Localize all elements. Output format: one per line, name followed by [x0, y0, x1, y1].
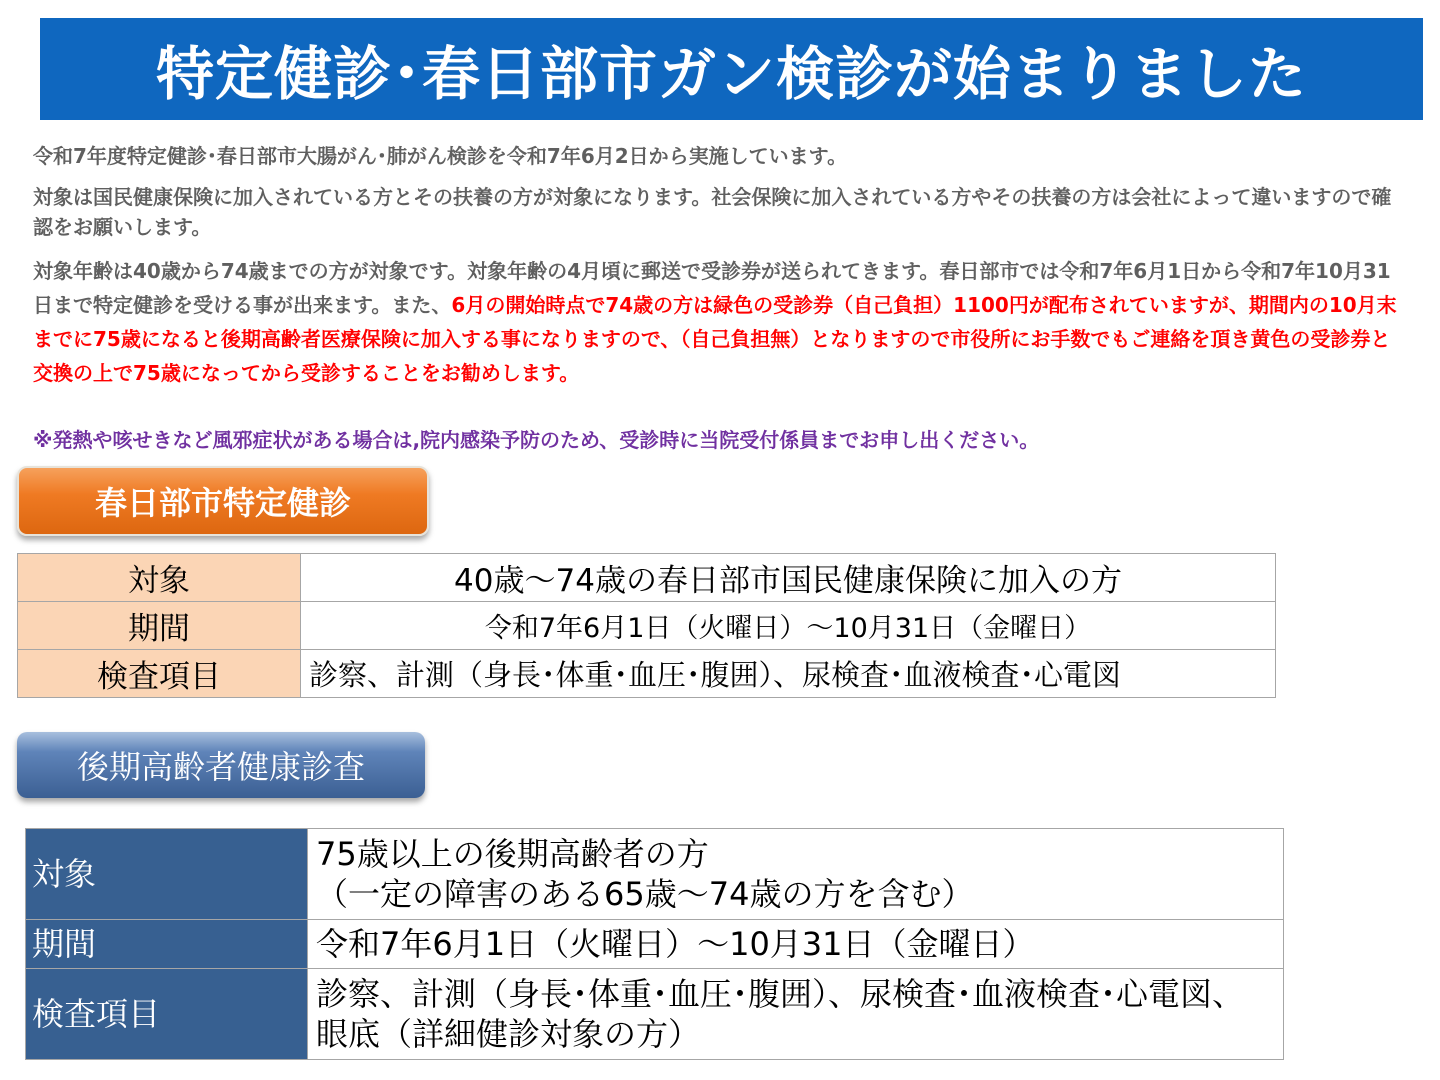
row-value: 令和7年6月1日（火曜日）～10月31日（金曜日）: [308, 920, 1284, 969]
row-label: 検査項目: [18, 650, 301, 698]
row-value-line: 眼底（詳細健診対象の方）: [316, 1015, 701, 1053]
notice-paragraph-2: 対象は国民健康保険に加入されている方とその扶養の方が対象になります。社会保険に加入されている方やその扶養の方は会社によって違いますので確認をお願いします。: [33, 185, 1392, 239]
row-label: 対象: [18, 554, 301, 602]
notice-paragraph-4-caution: ※発熱や咳せきなど風邪症状がある場合は,院内感染予防のため、受診時に当院受付係員までお申し出ください。: [33, 428, 1040, 452]
page-title: 特定健診･春日部市ガン検診が始まりました: [155, 40, 1307, 108]
row-value: 40歳～74歳の春日部市国民健康保険に加入の方: [301, 554, 1276, 602]
row-label: 期間: [18, 602, 301, 650]
row-label: 検査項目: [26, 969, 308, 1060]
notice-paragraph-3-text: 対象年齢は40歳から74歳までの方が対象です。対象年齢の4月頃に郵送で受診券が送られてきます。春日部市では令和7年6月1日から令和7年10月31日まで特定健診を受ける事が出来ます。また、: [33, 259, 1391, 317]
table-row: [26, 829, 1284, 920]
row-value-line: 75歳以上の後期高齢者の方: [316, 835, 709, 873]
row-value: 令和7年6月1日（火曜日）～10月31日（金曜日）: [301, 602, 1276, 650]
notice-paragraph-3: [33, 254, 1408, 390]
title-banner: [40, 18, 1423, 120]
section-tab-label: 春日部市特定健診: [94, 484, 351, 522]
row-value-line: 診察、計測（身長･体重･血圧･腹囲）、尿検査･血液検査･心電図、: [316, 975, 1245, 1013]
row-label: 期間: [26, 920, 308, 969]
elderly-checkup-table: [25, 828, 1284, 1060]
notice-paragraph-1: 令和7年度特定健診･春日部市大腸がん･肺がん検診を令和7年6月2日から実施しています。: [33, 144, 848, 168]
row-value: 診察、計測（身長･体重･血圧･腹囲）、尿検査･血液検査･心電図: [301, 650, 1276, 698]
section-tab-elderly-checkup: [17, 732, 425, 798]
table-row: [18, 650, 1276, 698]
specific-checkup-table: [17, 553, 1276, 698]
table-row: [26, 920, 1284, 969]
table-row: [18, 602, 1276, 650]
table-row: [18, 554, 1276, 602]
notice-paragraph-3-warning: 6月の開始時点で74歳の方は緑色の受診券（自己負担）1100円が配布されていますが、期間内の10月末までに75歳になると後期高齢者医療保険に加入する事になりますので、（自己負担無）となりますので市役所にお手数でもご連絡を頂き黄色の受診券と交換の上で75歳になってから受診することをお勧めします。: [33, 293, 1397, 385]
row-value: [308, 829, 1284, 920]
section-tab-label: 後期高齢者健康診査: [76, 748, 365, 786]
table-row: [26, 969, 1284, 1060]
row-value: [308, 969, 1284, 1060]
section-tab-specific-checkup: [17, 466, 429, 536]
row-value-line: （一定の障害のある65歳～74歳の方を含む）: [316, 875, 974, 913]
row-label: 対象: [26, 829, 308, 920]
